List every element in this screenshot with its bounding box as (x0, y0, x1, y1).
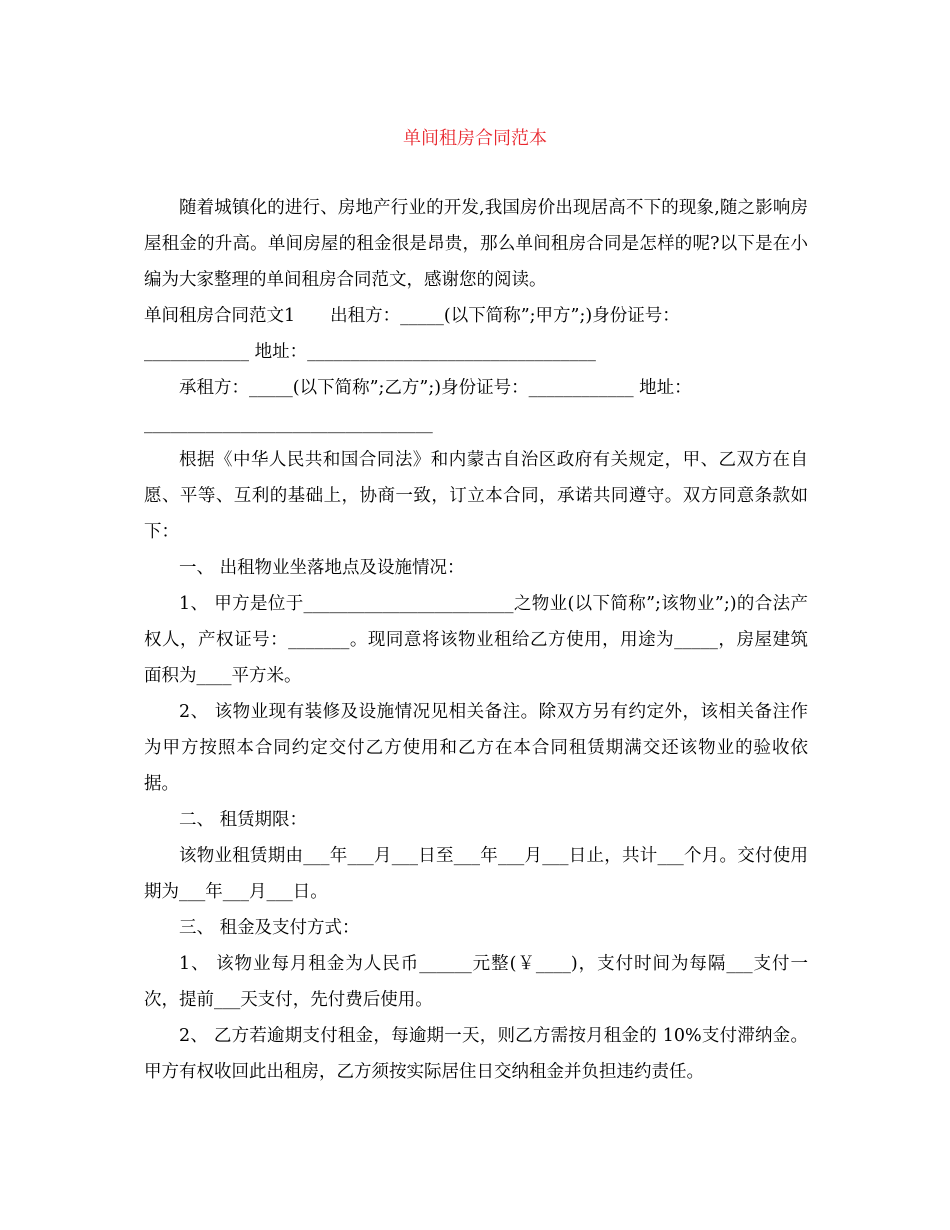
lessee-line-2: _________________________________ (144, 414, 433, 434)
lessee-block (144, 370, 808, 442)
lessor-line-1: 单间租房合同范文1 出租方：_____(以下简称”;甲方”;)身份证号： (144, 306, 680, 326)
section-2-heading: 二、 租赁期限： (179, 810, 308, 830)
clause-2-1: 该物业租赁期由___年___月___日至___年___月___日止，共计___个月。交付使用期为___年___月___日。 (144, 846, 808, 902)
clause-3-2: 2、 乙方若逾期支付租金，每逾期一天，则乙方需按月租金的 10%支付滞纳金。甲方有权收回此出租房，乙方须按实际居住日交纳租金并负担违约责任。 (144, 1026, 808, 1082)
clause-1-1: 1、 甲方是位于________________________之物业(以下简称”;该物业”;)的合法产权人，产权证号：_______。现同意将该物业租给乙方使用，用途为_____，房屋建筑面积为____平方米。 (144, 594, 808, 686)
clause-3-1: 1、 该物业每月租金为人民币______元整(￥____)，支付时间为每隔___支付一次，提前___天支付，先付费后使用。 (144, 954, 808, 1010)
section-3-heading: 三、 租金及支付方式： (179, 918, 360, 938)
document-body (144, 190, 808, 1090)
document-title: 单间租房合同范本 (403, 128, 547, 149)
lessee-line-1: 承租方：_____(以下简称”;乙方”;)身份证号：____________ 地址： (179, 378, 692, 398)
lessor-block (144, 298, 808, 370)
lessor-line-2: ____________ 地址：_________________________________ (144, 342, 596, 362)
basis-paragraph: 根据《中华人民共和国合同法》和内蒙古自治区政府有关规定，甲、乙双方在自愿、平等、互利的基础上，协商一致，订立本合同，承诺共同遵守。双方同意条款如下： (144, 450, 808, 542)
clause-1-2: 2、 该物业现有装修及设施情况见相关备注。除双方另有约定外，该相关备注作为甲方按照本合同约定交付乙方使用和乙方在本合同租赁期满交还该物业的验收依据。 (144, 702, 808, 794)
section-1-heading: 一、 出租物业坐落地点及设施情况： (179, 558, 465, 578)
intro-paragraph: 随着城镇化的进行、房地产行业的开发,我国房价出现居高不下的现象,随之影响房屋租金的升高。单间房屋的租金很是昂贵，那么单间租房合同是怎样的呢?以下是在小编为大家整理的单间租房合同范文，感谢您的阅读。 (144, 198, 808, 290)
